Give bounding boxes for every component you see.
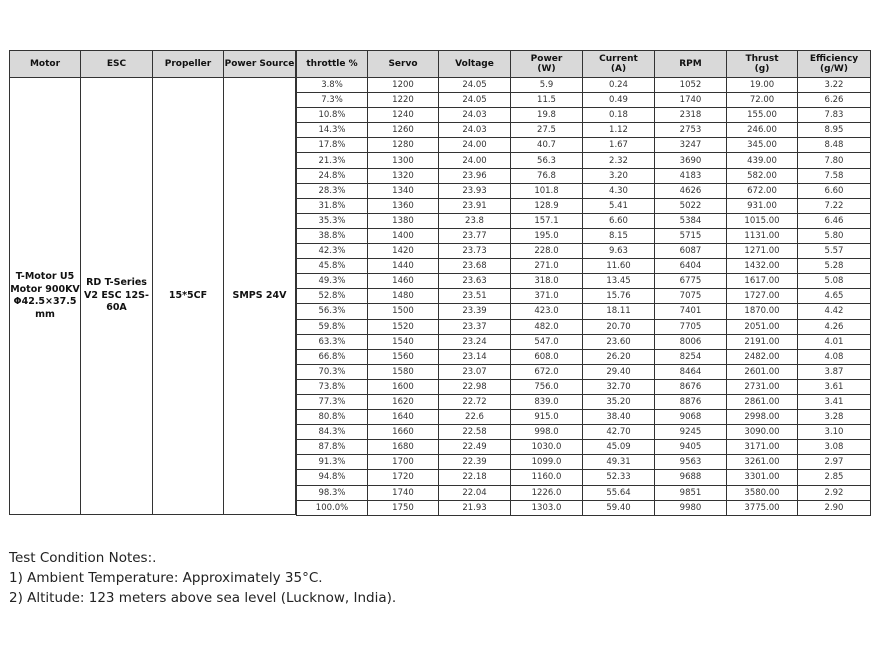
rpm-cell: 6404 xyxy=(655,259,727,274)
header-propeller: Propeller xyxy=(153,51,224,78)
efficiency-cell: 3.22 xyxy=(798,78,871,93)
table-row xyxy=(297,470,871,485)
note-item: 1) Ambient Temperature: Approximately 35°C. xyxy=(9,570,323,586)
table-row xyxy=(297,410,871,425)
header-current: Current (A) xyxy=(583,51,655,78)
voltage-cell: 23.51 xyxy=(439,289,511,304)
throttle-cell: 17.8% xyxy=(297,138,368,153)
thrust-cell: 2731.00 xyxy=(727,379,798,394)
rpm-cell: 8006 xyxy=(655,334,727,349)
power-cell: 271.0 xyxy=(511,259,583,274)
rpm-cell: 8254 xyxy=(655,349,727,364)
throttle-cell: 52.8% xyxy=(297,289,368,304)
throttle-cell: 49.3% xyxy=(297,274,368,289)
throttle-cell: 91.3% xyxy=(297,455,368,470)
table-row xyxy=(297,364,871,379)
current-cell: 3.20 xyxy=(583,168,655,183)
thrust-cell: 155.00 xyxy=(727,108,798,123)
servo-cell: 1420 xyxy=(368,244,439,259)
thrust-cell: 3580.00 xyxy=(727,485,798,500)
thrust-cell: 2051.00 xyxy=(727,319,798,334)
efficiency-cell: 4.26 xyxy=(798,319,871,334)
current-cell: 13.45 xyxy=(583,274,655,289)
rpm-cell: 6087 xyxy=(655,244,727,259)
table-row xyxy=(297,289,871,304)
current-cell: 35.20 xyxy=(583,394,655,409)
power-cell: 157.1 xyxy=(511,213,583,228)
table-row xyxy=(297,379,871,394)
servo-cell: 1620 xyxy=(368,394,439,409)
current-cell: 23.60 xyxy=(583,334,655,349)
efficiency-cell: 8.95 xyxy=(798,123,871,138)
rpm-cell: 5384 xyxy=(655,213,727,228)
current-cell: 0.49 xyxy=(583,93,655,108)
throttle-cell: 63.3% xyxy=(297,334,368,349)
efficiency-cell: 3.61 xyxy=(798,379,871,394)
table-row xyxy=(297,500,871,515)
rpm-cell: 9688 xyxy=(655,470,727,485)
power-cell: 5.9 xyxy=(511,78,583,93)
thrust-cell: 931.00 xyxy=(727,198,798,213)
table-row xyxy=(297,455,871,470)
current-cell: 5.41 xyxy=(583,198,655,213)
thrust-cell: 2861.00 xyxy=(727,394,798,409)
voltage-cell: 23.8 xyxy=(439,213,511,228)
current-cell: 38.40 xyxy=(583,410,655,425)
efficiency-cell: 5.28 xyxy=(798,259,871,274)
thrust-cell: 2998.00 xyxy=(727,410,798,425)
rpm-cell: 9068 xyxy=(655,410,727,425)
header-esc: ESC xyxy=(81,51,153,78)
servo-cell: 1500 xyxy=(368,304,439,319)
efficiency-cell: 5.57 xyxy=(798,244,871,259)
header-motor: Motor xyxy=(10,51,81,78)
thrust-cell: 1015.00 xyxy=(727,213,798,228)
test-condition-notes xyxy=(9,548,396,608)
thrust-cell: 1271.00 xyxy=(727,244,798,259)
table-row xyxy=(297,425,871,440)
rpm-cell: 4183 xyxy=(655,168,727,183)
throttle-cell: 35.3% xyxy=(297,213,368,228)
rpm-cell: 5715 xyxy=(655,228,727,243)
servo-cell: 1560 xyxy=(368,349,439,364)
table-row xyxy=(297,228,871,243)
thrust-cell: 2191.00 xyxy=(727,334,798,349)
throttle-cell: 3.8% xyxy=(297,78,368,93)
power-cell: 318.0 xyxy=(511,274,583,289)
power-source-cell: SMPS 24V xyxy=(224,78,296,515)
table-row xyxy=(297,168,871,183)
efficiency-cell: 4.65 xyxy=(798,289,871,304)
servo-cell: 1300 xyxy=(368,153,439,168)
table-row xyxy=(297,138,871,153)
throttle-cell: 56.3% xyxy=(297,304,368,319)
servo-cell: 1580 xyxy=(368,364,439,379)
servo-cell: 1680 xyxy=(368,440,439,455)
power-cell: 482.0 xyxy=(511,319,583,334)
setup-row xyxy=(10,78,296,515)
throttle-cell: 31.8% xyxy=(297,198,368,213)
voltage-cell: 24.00 xyxy=(439,138,511,153)
header-throttle: throttle % xyxy=(297,51,368,78)
motor-cell: T-Motor U5 Motor 900KV Φ42.5×37.5 mm xyxy=(10,78,81,515)
current-cell: 20.70 xyxy=(583,319,655,334)
voltage-cell: 23.91 xyxy=(439,198,511,213)
throttle-cell: 100.0% xyxy=(297,500,368,515)
esc-cell: RD T-Series V2 ESC 12S-60A xyxy=(81,78,153,515)
table-row xyxy=(297,198,871,213)
servo-cell: 1640 xyxy=(368,410,439,425)
throttle-cell: 94.8% xyxy=(297,470,368,485)
power-cell: 76.8 xyxy=(511,168,583,183)
table-row xyxy=(297,334,871,349)
voltage-cell: 22.04 xyxy=(439,485,511,500)
voltage-cell: 22.72 xyxy=(439,394,511,409)
throttle-cell: 28.3% xyxy=(297,183,368,198)
table-row xyxy=(297,304,871,319)
rpm-cell: 8676 xyxy=(655,379,727,394)
thrust-cell: 672.00 xyxy=(727,183,798,198)
throttle-cell: 80.8% xyxy=(297,410,368,425)
rpm-cell: 9405 xyxy=(655,440,727,455)
performance-table xyxy=(296,50,871,516)
throttle-cell: 38.8% xyxy=(297,228,368,243)
servo-cell: 1660 xyxy=(368,425,439,440)
voltage-cell: 23.96 xyxy=(439,168,511,183)
table-row xyxy=(297,394,871,409)
voltage-cell: 23.68 xyxy=(439,259,511,274)
current-cell: 42.70 xyxy=(583,425,655,440)
performance-header-row xyxy=(297,51,871,78)
efficiency-cell: 6.60 xyxy=(798,183,871,198)
voltage-cell: 22.18 xyxy=(439,470,511,485)
power-cell: 998.0 xyxy=(511,425,583,440)
power-cell: 839.0 xyxy=(511,394,583,409)
header-rpm: RPM xyxy=(655,51,727,78)
power-cell: 40.7 xyxy=(511,138,583,153)
efficiency-cell: 5.08 xyxy=(798,274,871,289)
efficiency-cell: 2.97 xyxy=(798,455,871,470)
thrust-cell: 3261.00 xyxy=(727,455,798,470)
voltage-cell: 21.93 xyxy=(439,500,511,515)
header-voltage: Voltage xyxy=(439,51,511,78)
power-cell: 672.0 xyxy=(511,364,583,379)
rpm-cell: 2753 xyxy=(655,123,727,138)
voltage-cell: 23.14 xyxy=(439,349,511,364)
current-cell: 29.40 xyxy=(583,364,655,379)
current-cell: 2.32 xyxy=(583,153,655,168)
table-row xyxy=(297,244,871,259)
servo-cell: 1700 xyxy=(368,455,439,470)
efficiency-cell: 3.87 xyxy=(798,364,871,379)
throttle-cell: 70.3% xyxy=(297,364,368,379)
thrust-cell: 3301.00 xyxy=(727,470,798,485)
table-row xyxy=(297,440,871,455)
voltage-cell: 23.77 xyxy=(439,228,511,243)
rpm-cell: 7401 xyxy=(655,304,727,319)
servo-cell: 1720 xyxy=(368,470,439,485)
throttle-cell: 66.8% xyxy=(297,349,368,364)
servo-cell: 1280 xyxy=(368,138,439,153)
current-cell: 6.60 xyxy=(583,213,655,228)
thrust-cell: 1727.00 xyxy=(727,289,798,304)
efficiency-cell: 4.42 xyxy=(798,304,871,319)
thrust-cell: 1617.00 xyxy=(727,274,798,289)
current-cell: 4.30 xyxy=(583,183,655,198)
rpm-cell: 6775 xyxy=(655,274,727,289)
efficiency-cell: 3.10 xyxy=(798,425,871,440)
servo-cell: 1520 xyxy=(368,319,439,334)
current-cell: 9.63 xyxy=(583,244,655,259)
efficiency-cell: 4.01 xyxy=(798,334,871,349)
table-row xyxy=(297,259,871,274)
power-cell: 56.3 xyxy=(511,153,583,168)
servo-cell: 1380 xyxy=(368,213,439,228)
power-cell: 195.0 xyxy=(511,228,583,243)
thrust-cell: 72.00 xyxy=(727,93,798,108)
thrust-cell: 2601.00 xyxy=(727,364,798,379)
efficiency-cell: 3.41 xyxy=(798,394,871,409)
throttle-cell: 73.8% xyxy=(297,379,368,394)
table-row xyxy=(297,153,871,168)
efficiency-cell: 6.26 xyxy=(798,93,871,108)
thrust-cell: 1870.00 xyxy=(727,304,798,319)
table-row xyxy=(297,108,871,123)
table-row xyxy=(297,123,871,138)
rpm-cell: 9245 xyxy=(655,425,727,440)
power-cell: 1160.0 xyxy=(511,470,583,485)
throttle-cell: 98.3% xyxy=(297,485,368,500)
voltage-cell: 24.05 xyxy=(439,78,511,93)
throttle-cell: 87.8% xyxy=(297,440,368,455)
servo-cell: 1540 xyxy=(368,334,439,349)
power-cell: 101.8 xyxy=(511,183,583,198)
current-cell: 18.11 xyxy=(583,304,655,319)
rpm-cell: 2318 xyxy=(655,108,727,123)
efficiency-cell: 7.80 xyxy=(798,153,871,168)
efficiency-cell: 7.22 xyxy=(798,198,871,213)
voltage-cell: 23.39 xyxy=(439,304,511,319)
power-cell: 128.9 xyxy=(511,198,583,213)
current-cell: 1.12 xyxy=(583,123,655,138)
voltage-cell: 22.6 xyxy=(439,410,511,425)
power-cell: 1303.0 xyxy=(511,500,583,515)
rpm-cell: 7705 xyxy=(655,319,727,334)
efficiency-cell: 5.80 xyxy=(798,228,871,243)
voltage-cell: 22.39 xyxy=(439,455,511,470)
thrust-cell: 3171.00 xyxy=(727,440,798,455)
voltage-cell: 24.05 xyxy=(439,93,511,108)
throttle-cell: 10.8% xyxy=(297,108,368,123)
thrust-cell: 19.00 xyxy=(727,78,798,93)
current-cell: 55.64 xyxy=(583,485,655,500)
rpm-cell: 7075 xyxy=(655,289,727,304)
rpm-cell: 8464 xyxy=(655,364,727,379)
voltage-cell: 24.03 xyxy=(439,108,511,123)
power-cell: 1030.0 xyxy=(511,440,583,455)
rpm-cell: 1052 xyxy=(655,78,727,93)
efficiency-cell: 8.48 xyxy=(798,138,871,153)
throttle-cell: 7.3% xyxy=(297,93,368,108)
rpm-cell: 3690 xyxy=(655,153,727,168)
throttle-cell: 42.3% xyxy=(297,244,368,259)
voltage-cell: 23.37 xyxy=(439,319,511,334)
table-row xyxy=(297,78,871,93)
throttle-cell: 77.3% xyxy=(297,394,368,409)
current-cell: 8.15 xyxy=(583,228,655,243)
current-cell: 59.40 xyxy=(583,500,655,515)
efficiency-cell: 3.08 xyxy=(798,440,871,455)
power-cell: 27.5 xyxy=(511,123,583,138)
current-cell: 32.70 xyxy=(583,379,655,394)
thrust-cell: 2482.00 xyxy=(727,349,798,364)
header-thrust: Thrust (g) xyxy=(727,51,798,78)
voltage-cell: 24.03 xyxy=(439,123,511,138)
power-cell: 19.8 xyxy=(511,108,583,123)
table-row xyxy=(297,319,871,334)
efficiency-cell: 2.85 xyxy=(798,470,871,485)
power-cell: 547.0 xyxy=(511,334,583,349)
servo-cell: 1750 xyxy=(368,500,439,515)
table-row xyxy=(297,485,871,500)
thrust-cell: 1432.00 xyxy=(727,259,798,274)
current-cell: 45.09 xyxy=(583,440,655,455)
throttle-cell: 45.8% xyxy=(297,259,368,274)
servo-cell: 1460 xyxy=(368,274,439,289)
power-cell: 1099.0 xyxy=(511,455,583,470)
efficiency-cell: 2.92 xyxy=(798,485,871,500)
rpm-cell: 5022 xyxy=(655,198,727,213)
efficiency-cell: 7.58 xyxy=(798,168,871,183)
table-row xyxy=(297,274,871,289)
rpm-cell: 9851 xyxy=(655,485,727,500)
power-cell: 371.0 xyxy=(511,289,583,304)
servo-cell: 1740 xyxy=(368,485,439,500)
power-cell: 11.5 xyxy=(511,93,583,108)
servo-cell: 1200 xyxy=(368,78,439,93)
thrust-cell: 439.00 xyxy=(727,153,798,168)
rpm-cell: 1740 xyxy=(655,93,727,108)
notes-title: Test Condition Notes:. xyxy=(9,550,157,566)
header-power: Power (W) xyxy=(511,51,583,78)
power-cell: 423.0 xyxy=(511,304,583,319)
efficiency-cell: 3.28 xyxy=(798,410,871,425)
rpm-cell: 9563 xyxy=(655,455,727,470)
current-cell: 49.31 xyxy=(583,455,655,470)
power-cell: 1226.0 xyxy=(511,485,583,500)
rpm-cell: 8876 xyxy=(655,394,727,409)
servo-cell: 1240 xyxy=(368,108,439,123)
rpm-cell: 4626 xyxy=(655,183,727,198)
throttle-cell: 21.3% xyxy=(297,153,368,168)
current-cell: 11.60 xyxy=(583,259,655,274)
servo-cell: 1340 xyxy=(368,183,439,198)
current-cell: 15.76 xyxy=(583,289,655,304)
thrust-cell: 3090.00 xyxy=(727,425,798,440)
current-cell: 0.18 xyxy=(583,108,655,123)
throttle-cell: 14.3% xyxy=(297,123,368,138)
servo-cell: 1400 xyxy=(368,228,439,243)
rpm-cell: 9980 xyxy=(655,500,727,515)
servo-cell: 1220 xyxy=(368,93,439,108)
voltage-cell: 23.73 xyxy=(439,244,511,259)
voltage-cell: 22.98 xyxy=(439,379,511,394)
servo-cell: 1600 xyxy=(368,379,439,394)
note-item: 2) Altitude: 123 meters above sea level (Lucknow, India). xyxy=(9,590,397,606)
thrust-cell: 3775.00 xyxy=(727,500,798,515)
servo-cell: 1440 xyxy=(368,259,439,274)
voltage-cell: 24.00 xyxy=(439,153,511,168)
table-row xyxy=(297,183,871,198)
header-servo: Servo xyxy=(368,51,439,78)
throttle-cell: 84.3% xyxy=(297,425,368,440)
efficiency-cell: 6.46 xyxy=(798,213,871,228)
voltage-cell: 22.58 xyxy=(439,425,511,440)
setup-table xyxy=(9,50,296,515)
voltage-cell: 23.63 xyxy=(439,274,511,289)
propeller-cell: 15*5CF xyxy=(153,78,224,515)
header-efficiency: Efficiency (g/W) xyxy=(798,51,871,78)
voltage-cell: 23.93 xyxy=(439,183,511,198)
table-row xyxy=(297,93,871,108)
current-cell: 0.24 xyxy=(583,78,655,93)
voltage-cell: 23.24 xyxy=(439,334,511,349)
thrust-cell: 1131.00 xyxy=(727,228,798,243)
thrust-cell: 345.00 xyxy=(727,138,798,153)
power-cell: 228.0 xyxy=(511,244,583,259)
setup-header-row xyxy=(10,51,296,78)
table-row xyxy=(297,349,871,364)
thrust-cell: 246.00 xyxy=(727,123,798,138)
table-row xyxy=(297,213,871,228)
power-cell: 756.0 xyxy=(511,379,583,394)
power-cell: 608.0 xyxy=(511,349,583,364)
current-cell: 52.33 xyxy=(583,470,655,485)
performance-body xyxy=(297,78,871,516)
throttle-cell: 24.8% xyxy=(297,168,368,183)
current-cell: 26.20 xyxy=(583,349,655,364)
header-power-source: Power Source xyxy=(224,51,296,78)
power-cell: 915.0 xyxy=(511,410,583,425)
efficiency-cell: 7.83 xyxy=(798,108,871,123)
servo-cell: 1320 xyxy=(368,168,439,183)
current-cell: 1.67 xyxy=(583,138,655,153)
throttle-cell: 59.8% xyxy=(297,319,368,334)
voltage-cell: 22.49 xyxy=(439,440,511,455)
voltage-cell: 23.07 xyxy=(439,364,511,379)
rpm-cell: 3247 xyxy=(655,138,727,153)
servo-cell: 1360 xyxy=(368,198,439,213)
efficiency-cell: 4.08 xyxy=(798,349,871,364)
servo-cell: 1260 xyxy=(368,123,439,138)
servo-cell: 1480 xyxy=(368,289,439,304)
efficiency-cell: 2.90 xyxy=(798,500,871,515)
thrust-cell: 582.00 xyxy=(727,168,798,183)
